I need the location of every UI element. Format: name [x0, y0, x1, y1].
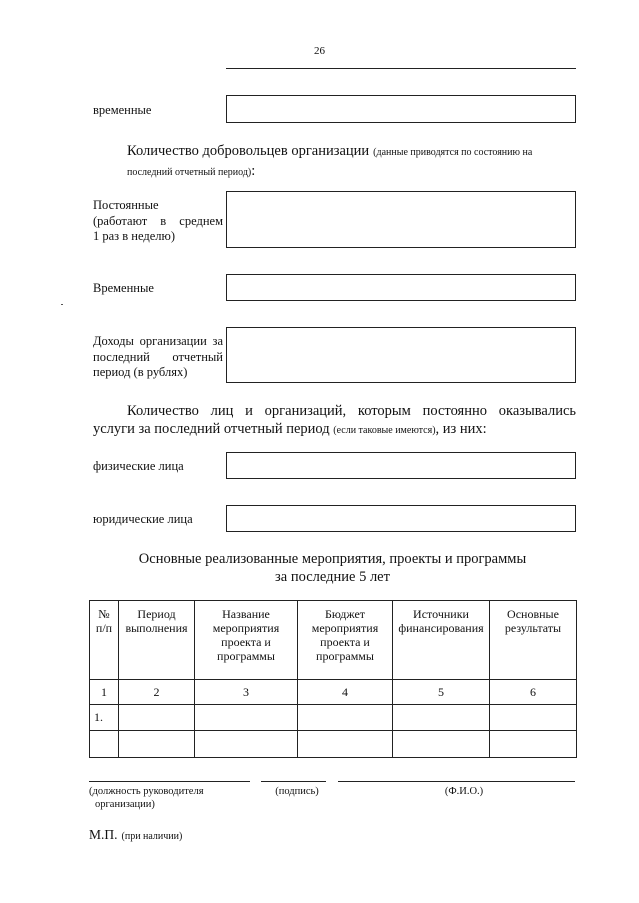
signature-line[interactable]	[261, 781, 326, 782]
header-event-name	[195, 601, 298, 680]
header-budget-line-3: проекта и	[320, 635, 370, 649]
recipients-heading-line-2-start: услуги за последний отчетный период	[93, 421, 330, 437]
table-cell[interactable]	[490, 705, 577, 731]
header-budget-line-1: Бюджет	[324, 607, 366, 621]
recipients-heading-line-2	[93, 420, 576, 440]
stamp-area	[89, 826, 182, 844]
header-funding-line-1: Источники	[413, 607, 469, 621]
name-signature-line[interactable]	[338, 781, 575, 782]
volunteers-heading-note: (данные приводятся по состоянию на последний отчетный период)	[127, 147, 533, 178]
name-caption: (Ф.И.О.)	[444, 786, 484, 797]
stamp-label: М.П.	[89, 827, 118, 842]
recipients-heading-line-2-end: , из них:	[435, 421, 487, 437]
header-period	[119, 601, 195, 680]
column-number: 3	[195, 680, 298, 705]
header-results	[490, 601, 577, 680]
column-number-row	[90, 680, 577, 705]
table-cell[interactable]	[195, 705, 298, 731]
table-cell[interactable]	[90, 731, 119, 758]
volunteers-heading-main: Количество добровольцев организации	[127, 143, 370, 159]
income-label-line-1: Доходы организации за	[93, 334, 223, 348]
individuals-label: физические лица	[93, 459, 184, 473]
events-table	[89, 600, 577, 758]
position-signature-line[interactable]	[89, 781, 250, 782]
header-budget	[298, 601, 393, 680]
column-number: 1	[90, 680, 119, 705]
header-period-line-1: Период	[137, 607, 176, 621]
permanent-volunteers-field[interactable]	[226, 191, 576, 248]
header-budget-line-2: мероприятия	[311, 621, 379, 635]
income-label-line-2: последний отчетный	[93, 349, 223, 364]
column-number: 2	[119, 680, 195, 705]
column-number: 5	[393, 680, 490, 705]
table-row	[90, 731, 577, 758]
table-cell[interactable]	[119, 731, 195, 758]
permanent-label-line-1: Постоянные	[93, 198, 159, 212]
header-event-name-line-1: Название	[222, 607, 270, 621]
recipients-heading	[93, 402, 576, 440]
events-title-line-1: Основные реализованные мероприятия, проекты и программы	[138, 551, 527, 567]
header-event-name-line-4: программы	[217, 649, 275, 663]
temporary-volunteers-field[interactable]	[226, 274, 576, 301]
individuals-field[interactable]	[226, 452, 576, 479]
header-event-name-line-2: мероприятия	[212, 621, 280, 635]
column-number: 4	[298, 680, 393, 705]
permanent-volunteers-label	[93, 198, 223, 245]
volunteers-heading	[93, 142, 576, 182]
top-divider	[226, 68, 576, 69]
table-cell[interactable]	[119, 705, 195, 731]
signature-caption: (подпись)	[275, 786, 319, 797]
header-funding-sources	[393, 601, 490, 680]
table-cell[interactable]	[490, 731, 577, 758]
temporary-label: временные	[93, 103, 152, 117]
row-number-cell: 1.	[90, 705, 119, 731]
permanent-label-line-3: 1 раз в неделю)	[93, 229, 175, 243]
volunteers-heading-colon: :	[251, 163, 256, 179]
table-cell[interactable]	[393, 705, 490, 731]
header-period-line-2: выполнения	[125, 621, 188, 635]
stamp-note: (при наличии)	[121, 831, 183, 842]
header-funding-line-2: финансирования	[398, 621, 484, 635]
legal-entities-field[interactable]	[226, 505, 576, 532]
header-results-line-2: результаты	[504, 621, 562, 635]
table-row	[90, 705, 577, 731]
header-number-line-1: №	[98, 607, 110, 621]
position-caption-line-2: организации)	[95, 799, 155, 810]
position-caption	[89, 785, 250, 811]
column-number: 6	[490, 680, 577, 705]
events-title	[89, 550, 576, 586]
recipients-heading-note: (если таковые имеются)	[333, 425, 436, 436]
header-event-name-line-3: проекта и	[221, 635, 271, 649]
income-field[interactable]	[226, 327, 576, 383]
header-results-line-1: Основные	[507, 607, 559, 621]
legal-entities-label: юридические лица	[93, 512, 193, 526]
header-number	[90, 601, 119, 680]
table-cell[interactable]	[298, 731, 393, 758]
income-label	[93, 334, 223, 381]
header-number-line-2: п/п	[95, 621, 113, 635]
recipients-heading-line-1: Количество лиц и организаций, которым постоянно оказывались	[127, 403, 576, 419]
income-label-line-3: период (в рублях)	[93, 365, 188, 379]
permanent-label-line-2: (работают в среднем	[93, 213, 223, 228]
events-header-row	[90, 601, 577, 680]
table-cell[interactable]	[298, 705, 393, 731]
table-cell[interactable]	[393, 731, 490, 758]
page-number: 26	[314, 45, 325, 57]
table-cell[interactable]	[195, 731, 298, 758]
temporary-volunteers-label: Временные	[93, 281, 154, 295]
header-budget-line-4: программы	[316, 649, 374, 663]
events-title-line-2: за последние 5 лет	[275, 569, 390, 585]
scan-speck	[61, 304, 63, 305]
temporary-field[interactable]	[226, 95, 576, 123]
position-caption-line-1: (должность руководителя	[89, 786, 204, 797]
